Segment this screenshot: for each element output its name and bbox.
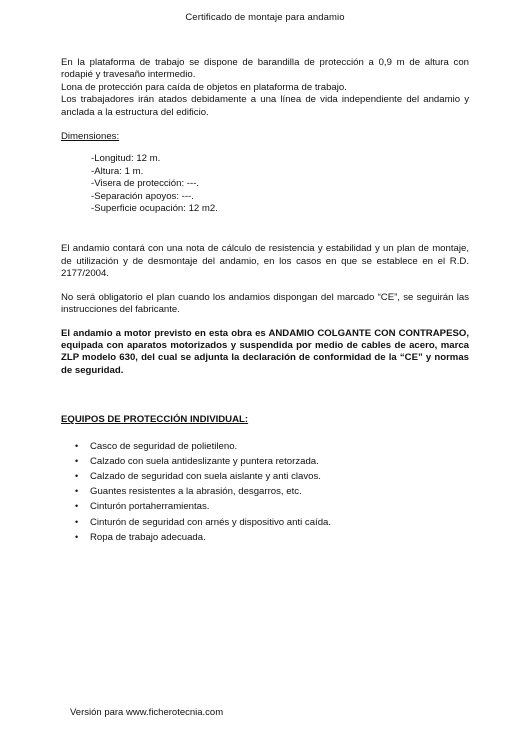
- ce-marking-paragraph: No será obligatorio el plan cuando los andamios dispongan del marcado “CE”, se seguirán las instrucciones del fabricante.: [61, 291, 469, 316]
- dimension-length: -Longitud: 12 m.: [91, 153, 161, 165]
- motor-scaffold-paragraph: El andamio a motor previsto en esta obra es ANDAMIO COLGANTE CON CONTRAPESO, equipada con aparatos motorizados y suspendida por medio de cables de acero, marca ZLP modelo 630, del cual se adjunta la declaración de conformidad de la “CE” y normas de seguridad.: [61, 327, 469, 376]
- intro-paragraph-lifeline: Los trabajadores irán atados debidamente a una línea de vida independiente del andamio y anclada a la estructura del edificio.: [61, 94, 469, 118]
- document-body: [61, 57, 469, 545]
- bullet-icon: •: [75, 470, 79, 481]
- epi-item-text: Calzado con suela antideslizante y puntera retorzada.: [90, 455, 319, 467]
- epi-item-text: Cinturón portaherramientas.: [90, 501, 210, 513]
- dimension-visor: -Visera de protección: ---.: [91, 178, 200, 190]
- epi-item-text: Casco de seguridad de polietileno.: [90, 440, 238, 452]
- epi-item-text: Ropa de trabajo adecuada.: [90, 531, 206, 543]
- intro-section: [61, 57, 469, 119]
- intro-paragraph-railing: En la plataforma de trabajo se dispone de barandilla de protección a 0,9 m de altura con rodapié y travesaño intermedio.: [61, 57, 469, 81]
- epi-list-item: [75, 454, 469, 469]
- epi-list-item: [75, 499, 469, 514]
- epi-item-text: Calzado de seguridad con suela aislante y anti clavos.: [90, 470, 321, 482]
- dimensions-heading: Dimensiones:: [61, 131, 120, 143]
- bullet-icon: •: [75, 455, 79, 466]
- dimension-support-spacing: -Separación apoyos: ---.: [91, 190, 194, 202]
- dimensions-list: [61, 153, 469, 215]
- dimension-height: -Altura: 1 m.: [91, 165, 144, 177]
- epi-list-item: [75, 515, 469, 530]
- epi-list-item: [75, 484, 469, 499]
- epi-list-item: [75, 439, 469, 454]
- epi-heading: EQUIPOS DE PROTECCIÓN INDIVIDUAL:: [61, 414, 249, 426]
- bullet-icon: •: [75, 501, 79, 512]
- epi-item-text: Guantes resistentes a la abrasión, desgarros, etc.: [90, 486, 302, 498]
- page-footer: Versión para www.ficherotecnia.com: [70, 707, 224, 718]
- epi-list: [61, 439, 469, 545]
- epi-list-item: [75, 469, 469, 484]
- epi-list-item: [75, 530, 469, 545]
- bullet-icon: •: [75, 440, 79, 451]
- bullet-icon: •: [75, 531, 79, 542]
- intro-paragraph-tarp: Lona de protección para caída de objetos en plataforma de trabajo.: [61, 81, 347, 93]
- page-header: Certificado de montaje para andamio: [185, 12, 345, 23]
- calculation-paragraph: El andamio contará con una nota de cálculo de resistencia y estabilidad y un plan de montaje, de utilización y de desmontaje del andamio, en los casos en que se establece en el R.D. 2177/2004.: [61, 243, 469, 280]
- bullet-icon: •: [75, 516, 79, 527]
- epi-item-text: Cinturón de seguridad con arnés y dispositivo anti caída.: [90, 516, 332, 528]
- bullet-icon: •: [75, 486, 79, 497]
- dimension-surface: -Superficie ocupación: 12 m2.: [91, 203, 218, 215]
